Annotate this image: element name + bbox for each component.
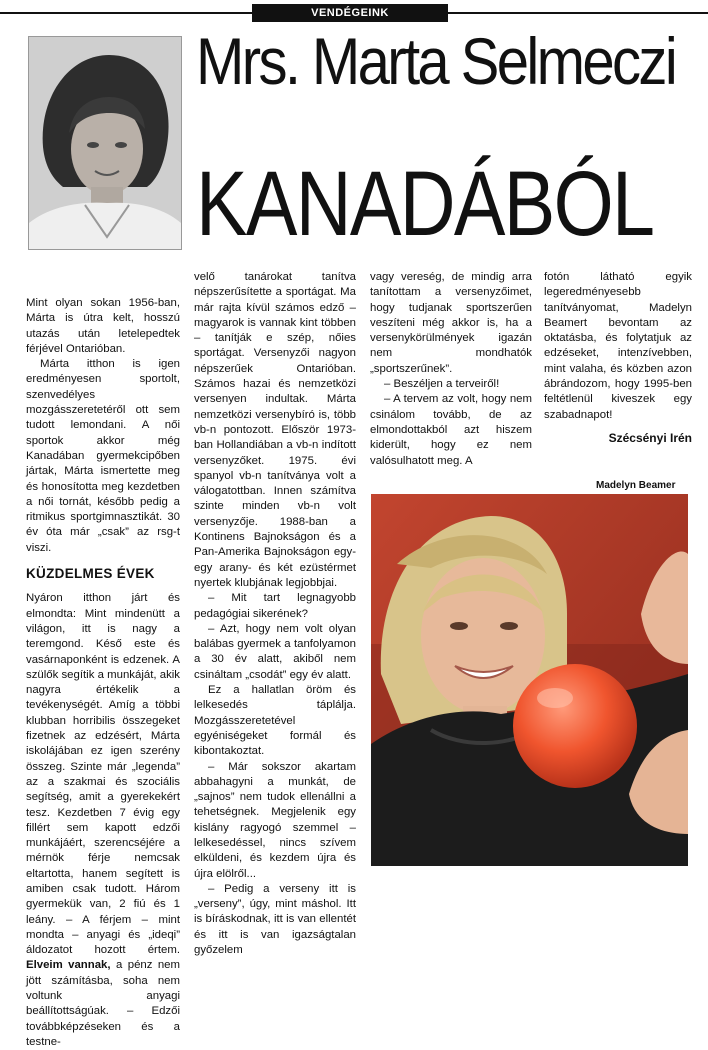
paragraph	[26, 591, 180, 1050]
headline-name: Mrs. Marta Selmeczi	[196, 24, 676, 98]
author-signature: Szécsényi Irén	[608, 430, 692, 445]
paragraph: vagy vereség, de mindig arra tanítottam a versenyzőimet, hogy tudjanak sportszerűen veszíteni még akkor is, ha a versenykörülmények igazán nem mondhatók „sportszerűnek”.	[370, 271, 532, 375]
paragraph: velő tanárokat tanítva népszerűsítette a sportágat. Ma már rajta kívül számos edző – magyarok is vannak kint többen – tanítják e szép, nőies sportágat. Versenyzői nagyon népszerűek Ontarióban. Számos hazai és nemzetközi versenyen indultak. Márta nemzetközi versenybíró is, több vb-n pontozott. Először 1973-ban Hollandiában a vb-n indított versenyzőket. 1975. évi spanyol vb-n tanítványa volt a válogatottban. Innen számítva szinte minden vb-n volt versenyzője. 1988-ban a Kontinens Bajnokságon és a Pan-Amerika Bajnokságon egy-egy arany- és két ezüstérmet nyertek klubjának legjobbjai.	[194, 271, 356, 589]
article-column-2	[194, 270, 356, 958]
paragraph: Mint olyan sokan 1956-ban, Márta is útra kelt, hosszú utazás után letelepedtek férjével Ontarióban.	[26, 297, 180, 355]
question: – Beszéljen a terveiről!	[384, 378, 500, 391]
headline-country: KANADÁBÓL	[196, 153, 654, 255]
article-column-3	[370, 270, 532, 469]
subheading: KÜZDELMES ÉVEK	[26, 566, 155, 582]
paragraph-text: Nyáron itthon járt és elmondta: Mint mindenütt a világon, itt is nagy a teremgond. Késő este és vasárnaponként is edzenek. A szülők segítik a munkáját, akik nagyra értékelik a tevékenységét. Amíg a többi klubban horribilis összegeket fizetnek az edzésért, Márta iskolájában ez igen szerény összeg. Szinte már „legenda” az a szakmai és szociális segítség, amit a gyerekekért tesz. Kezdetben 7 évig egy fillért sem kapott edzői munkájáért, szerencséjére a mérnök férje nemcsak eltartotta, hanem segített is amiben csak tudott. Három gyermekük van, 2 fiú és 1 leány. – A férjem – mint mondta – anyagi és „ideqi” áldozatot hozott értem.	[26, 592, 180, 957]
portrait-photo	[28, 36, 182, 250]
paragraph: – Már sokszor akartam abbahagyni a munkát, de „sajnos” nem tudok ellenállni a tehetségnek. Megjelenik egy kislány ragyogó szemmel – lelkesedéssel, nincs szívem elküldeni, és kezdem újra és újra elölről...	[194, 760, 356, 880]
article-column-1	[26, 296, 180, 1050]
gymnast-photo	[371, 494, 688, 866]
bold-phrase: Elveim vannak,	[26, 959, 111, 972]
section-tag: VENDÉGEINK	[252, 4, 448, 22]
paragraph: – A tervem az volt, hogy nem csinálom tovább, de az elmondottakból azt hiszem kiderült, hogy ez nem valósulhatott meg. A	[370, 393, 532, 467]
paragraph: – Azt, hogy nem volt olyan balábas gyermek a tanfolyamon a 30 év alatt, akiből nem csináltam „csodát” egy év alatt.	[194, 622, 356, 681]
question: – Mit tart legnagyobb pedagógiai sikerének?	[194, 592, 356, 620]
paragraph-text: a pénz nem jött számításba, soha nem voltunk anyagi beállítottságúak. – Edzői továbbképzéseken és a testne-	[26, 959, 180, 1048]
paragraph: fotón látható egyik legeredményesebb tanítványomat, Madelyn Beamert bevontam az oktatásba, és folytatjuk az edzéseket, intenzívebben, mint valaha, és közben azon ábrándozom, hogy 1995-ben feltétlenül kiveszek egy szabadnapot!	[544, 271, 692, 421]
photo-caption: Madelyn Beamer	[596, 480, 676, 491]
paragraph: Márta itthon is igen eredményesen sportolt, szenvedélyes mozgásszeretetéről ott sem tudott lemondani. A női sportok akkor még Kanadában gyermekcipőben jártak, Márta ismertette meg és honosította meg kezdetben a női tornát, később pedig a ritmikus sportgimnasztikát. 30 év óta már „csak” az rsg-t viszi.	[26, 358, 180, 554]
paragraph: – Pedig a verseny itt is „verseny”, úgy, mint máshol. Itt is bíráskodnak, itt is van ellentét és itt is van igazságtalan győzelem	[194, 882, 356, 957]
article-column-4	[544, 270, 692, 446]
paragraph: Ez a hallatlan öröm és lelkesedés táplálja. Mozgásszeretetével egyéniségeket formál és kibontakoztat.	[194, 684, 356, 758]
